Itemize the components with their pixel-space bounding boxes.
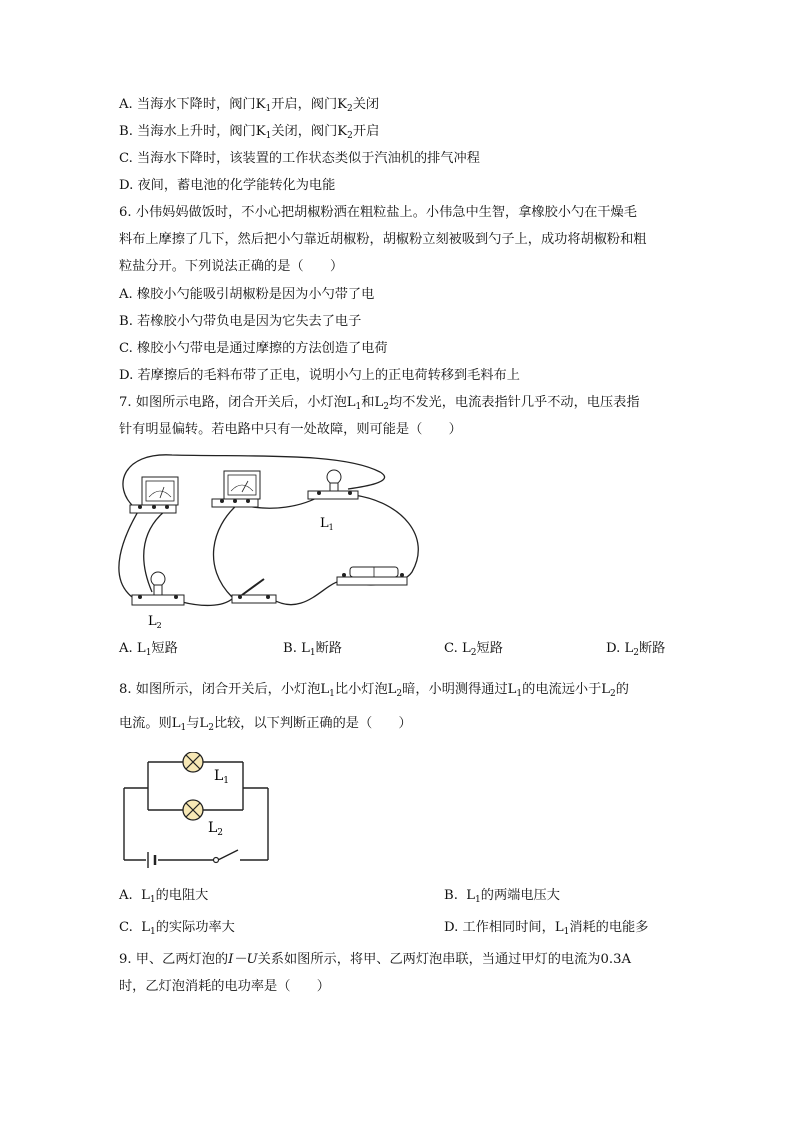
- lamp-l1-icon: [183, 752, 203, 772]
- q9-stem-line-1: 9. 甲、乙两灯泡的I－U关系如图所示，将甲、乙两灯泡串联，当通过甲灯的电流为0.3A: [119, 952, 631, 967]
- q7-option-c: C. $L_2$短路: [444, 641, 503, 658]
- q8-circuit-figure: [118, 752, 278, 870]
- q8-fig-label-l1: $L_1$: [214, 768, 230, 786]
- q8-fig-label-l2: $L_2$: [208, 820, 224, 838]
- q9-stem-line-2: 时，乙灯泡消耗的电功率是（ ）: [119, 979, 330, 994]
- voltmeter-icon: [212, 471, 260, 507]
- q6-stem-line-1: 6. 小伟妈妈做饭时，不小心把胡椒粉洒在粗粒盐上。小伟急中生智，拿橡胶小勺在干燥毛: [119, 205, 637, 220]
- q7-circuit-figure: [112, 447, 432, 632]
- q8-option-a: A. $L_1$的电阻大: [119, 888, 209, 905]
- q6-option-d: D. 若摩擦后的毛料布带了正电，说明小勺上的正电荷转移到毛料布上: [119, 368, 520, 383]
- q7-option-a: A. $L_1$短路: [119, 641, 178, 658]
- q8-stem-line-1: 8. 如图所示，闭合开关后，小灯泡$L_1$比小灯泡$L_2$暗，小明测得通过$L_1$的电流远小于$L_2$的: [119, 682, 629, 699]
- q6-stem-line-2: 料布上摩擦了几下，然后把小勺靠近胡椒粉，胡椒粉立刻被吸到勺子上，成功将胡椒粉和粗: [119, 232, 647, 247]
- q7-stem-line-2: 针有明显偏转。若电路中只有一处故障，则可能是（ ）: [119, 422, 462, 437]
- bulb-l1-icon: [308, 470, 358, 499]
- q7-option-b: B. $L_1$断路: [283, 641, 342, 658]
- battery-icon: [337, 567, 407, 585]
- q5-option-d: D. 夜间，蓄电池的化学能转化为电能: [119, 178, 336, 193]
- ammeter-icon: [130, 477, 178, 513]
- q5-option-b: B. 当海水上升时，阀门$K_1$关闭，阀门$K_2$开启: [119, 124, 380, 141]
- q6-option-c: C. 橡胶小勺带电是通过摩擦的方法创造了电荷: [119, 341, 388, 356]
- switch-icon: [232, 579, 276, 603]
- q7-fig-label-l1: $L_1$: [320, 516, 334, 532]
- q7-fig-label-l2: $L_2$: [148, 614, 162, 630]
- q8-stem-line-2: 电流。则$L_1$与$L_2$比较，以下判断正确的是（ ）: [119, 716, 412, 733]
- q7-stem-line-1: 7. 如图所示电路，闭合开关后，小灯泡$L_1$和$L_2$均不发光，电流表指针几乎不动，电压表指: [119, 395, 640, 412]
- q6-option-a: A. 橡胶小勺能吸引胡椒粉是因为小勺带了电: [119, 287, 375, 302]
- q8-option-b: B. $L_1$的两端电压大: [444, 888, 560, 905]
- q8-option-d: D. 工作相同时间，$L_1$消耗的电能多: [444, 920, 649, 937]
- bulb-l2-icon: [132, 572, 184, 605]
- q5-option-c: C. 当海水下降时，该装置的工作状态类似于汽油机的排气冲程: [119, 151, 480, 166]
- q8-option-c: C. $L_1$的实际功率大: [119, 920, 235, 937]
- q7-option-d: D. $L_2$断路: [606, 641, 666, 658]
- lamp-l2-icon: [183, 800, 203, 820]
- q6-option-b: B. 若橡胶小勺带负电是因为它失去了电子: [119, 314, 362, 329]
- q5-option-a: A. 当海水下降时，阀门$K_1$开启，阀门$K_2$关闭: [119, 97, 380, 114]
- q6-stem-line-3: 粒盐分开。下列说法正确的是（ ）: [119, 259, 344, 274]
